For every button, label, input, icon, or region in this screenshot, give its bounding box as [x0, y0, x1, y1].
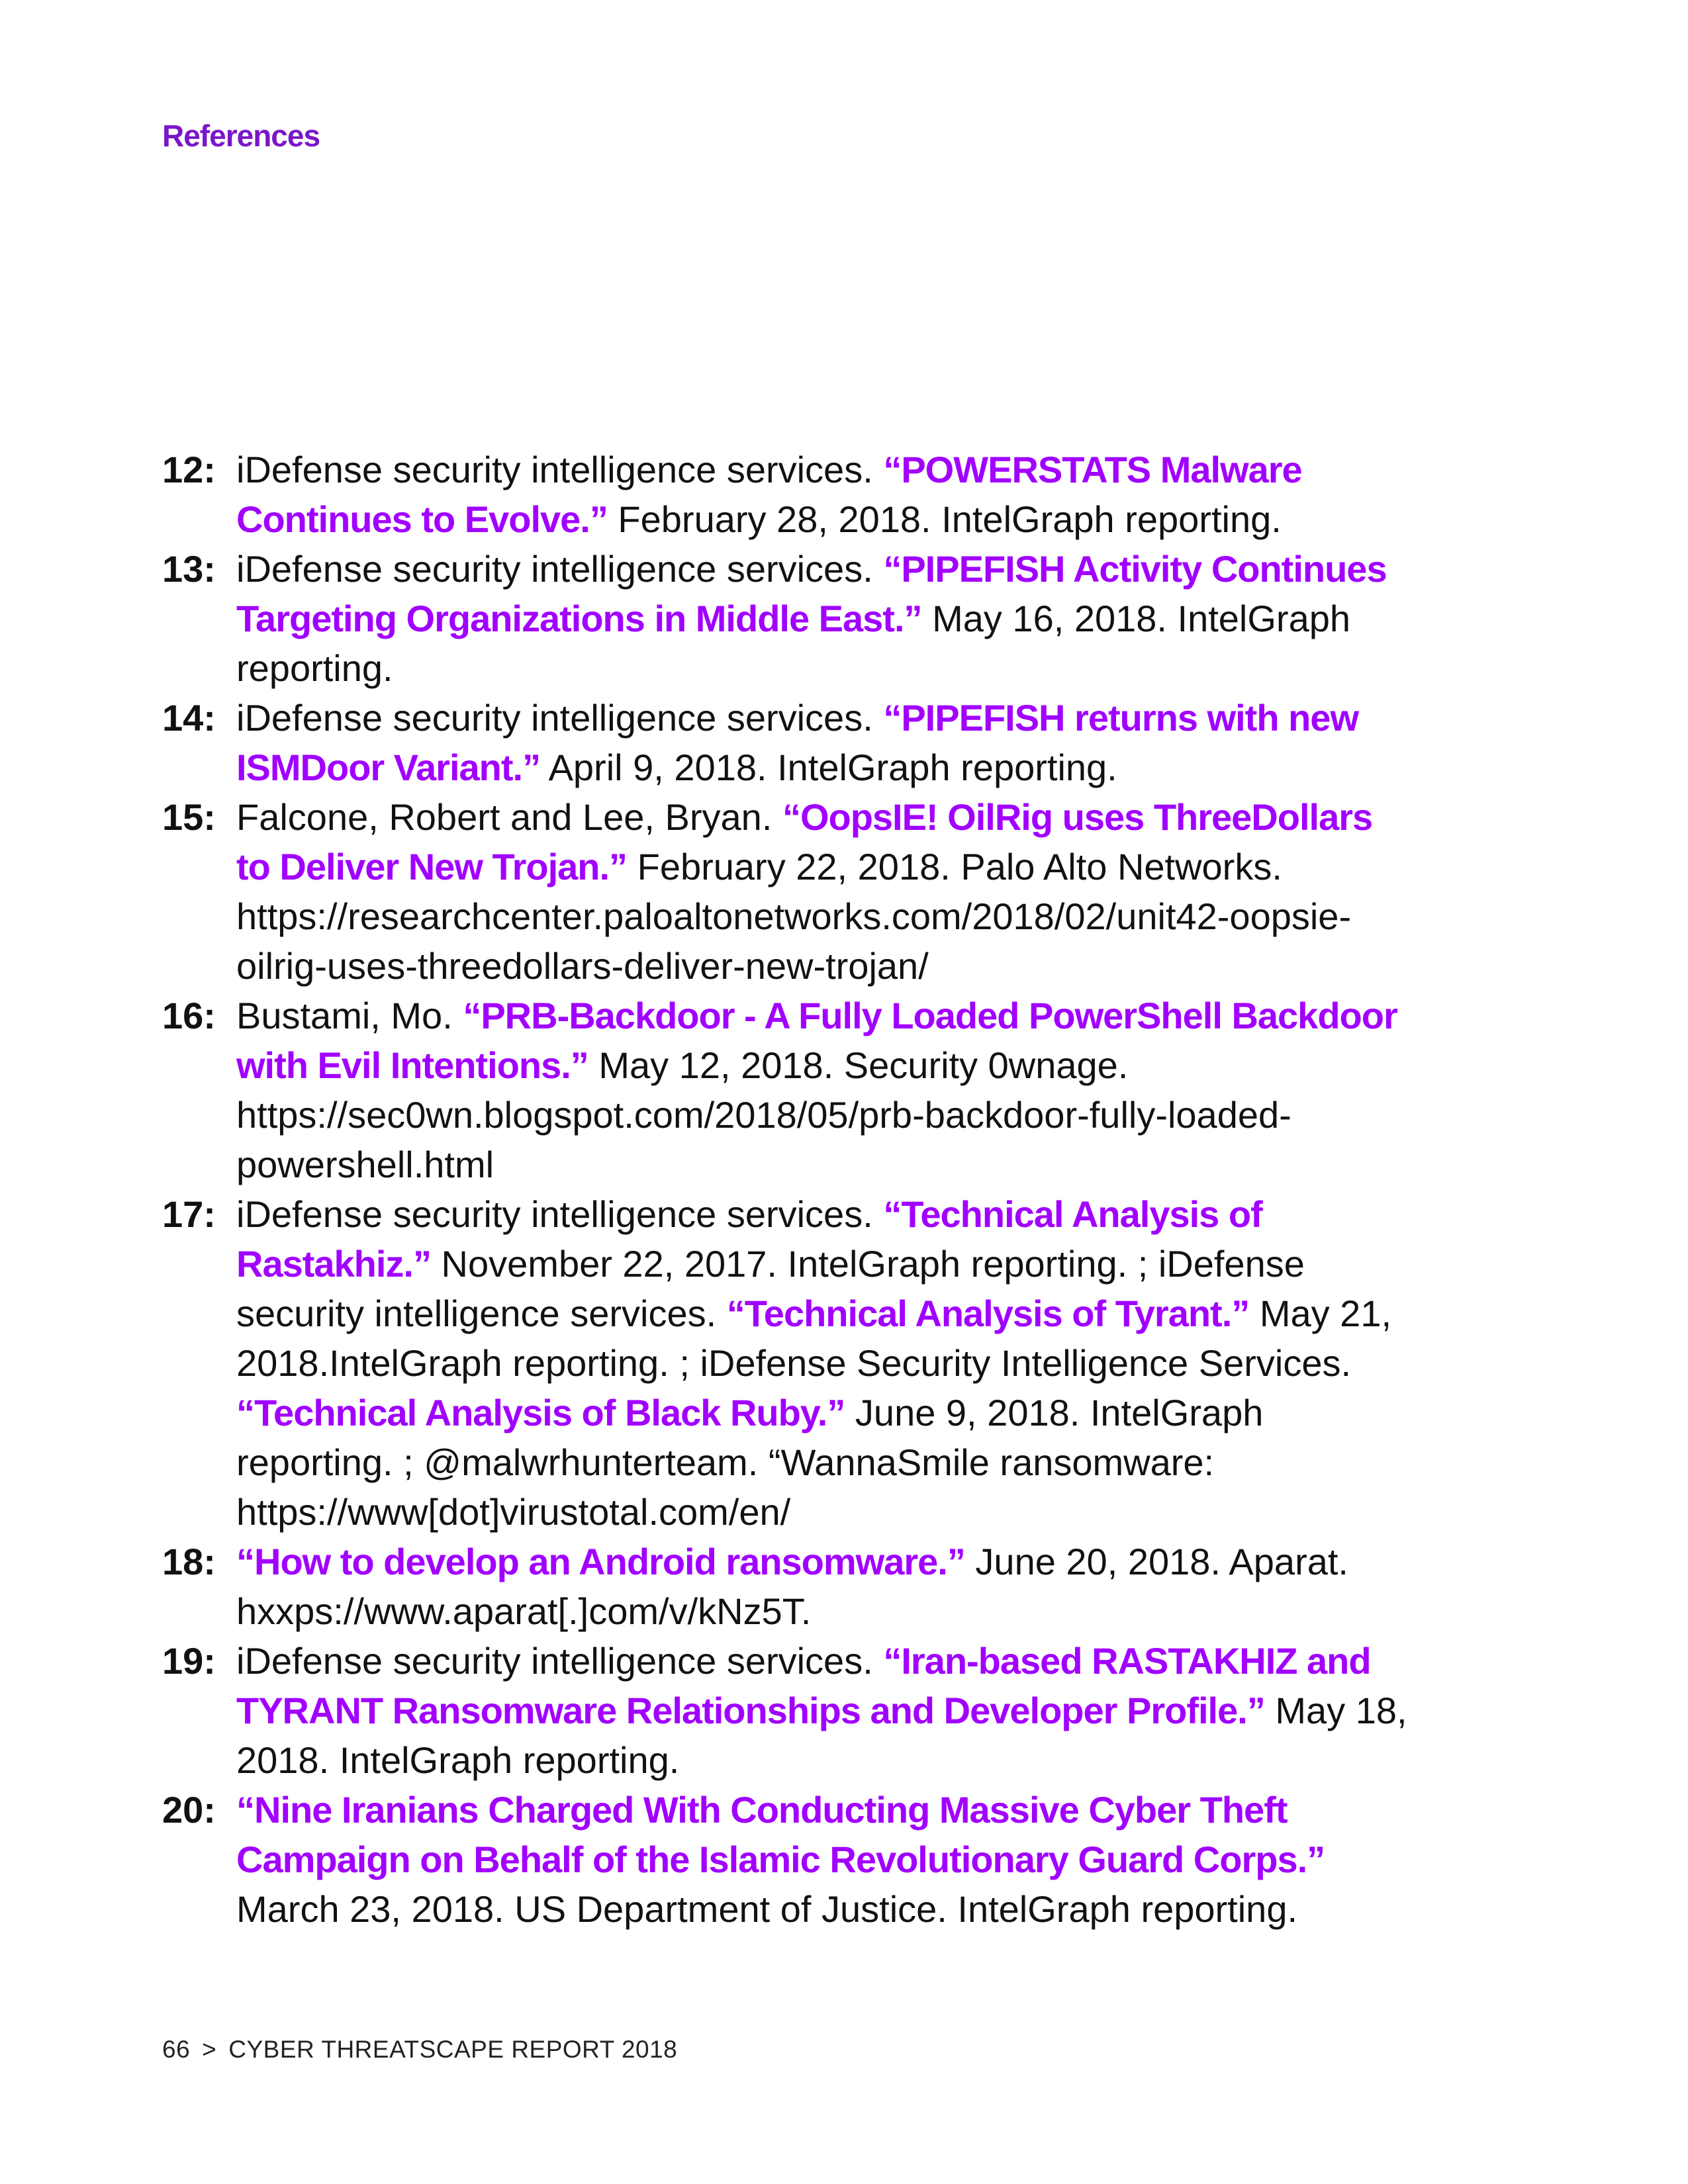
reference-title[interactable]: “Nine Iranians Charged With Conducting Massive Cyber Theft Campaign on Behalf of the Islamic Revolutionary Guard Corps.”	[236, 1789, 1325, 1880]
reference-number: 16:	[162, 995, 216, 1036]
reference-title[interactable]: “PIPEFISH returns with new ISMDoor Variant.”	[236, 697, 1358, 788]
reference-number: 14:	[162, 697, 216, 739]
reference-citation-text: November 22, 2017. IntelGraph reporting. ; iDefense security intelligence services.	[236, 1243, 1305, 1334]
reference-item	[162, 792, 1420, 991]
publication-title: CYBER THREATSCAPE REPORT 2018	[228, 2036, 678, 2063]
reference-text	[236, 693, 1415, 792]
reference-item	[162, 544, 1420, 693]
reference-citation-text: June 9, 2018. IntelGraph reporting. ; @malwrhunterteam. “WannaSmile ransomware: https://www[dot]virustotal.com/en/	[236, 1392, 1264, 1533]
reference-citation-text: Bustami, Mo.	[236, 995, 463, 1036]
reference-citation-text: iDefense security intelligence services.	[236, 449, 884, 490]
reference-item	[162, 1785, 1420, 1934]
reference-citation-text: iDefense security intelligence services.	[236, 548, 884, 590]
reference-item	[162, 991, 1420, 1189]
reference-citation-text: February 28, 2018. IntelGraph reporting.	[607, 498, 1282, 540]
reference-text	[236, 792, 1415, 991]
reference-text	[236, 991, 1415, 1189]
section-heading: References	[162, 118, 320, 153]
reference-list	[162, 445, 1420, 1934]
reference-item	[162, 445, 1420, 544]
reference-citation-text: March 23, 2018. US Department of Justice. IntelGraph reporting.	[236, 1888, 1298, 1930]
reference-title[interactable]: “Iran-based RASTAKHIZ and TYRANT Ransomware Relationships and Developer Profile.”	[236, 1640, 1371, 1731]
reference-number: 18:	[162, 1541, 216, 1582]
reference-item	[162, 1636, 1420, 1785]
reference-citation-text: May 21, 2018.IntelGraph reporting. ; iDefense Security Intelligence Services.	[236, 1293, 1392, 1384]
reference-title[interactable]: “OopsIE! OilRig uses ThreeDollars to Deliver New Trojan.”	[236, 796, 1373, 887]
reference-citation-text: April 9, 2018. IntelGraph reporting.	[540, 747, 1117, 788]
reference-text	[236, 1189, 1415, 1537]
reference-citation-text: May 16, 2018. IntelGraph reporting.	[236, 598, 1351, 689]
reference-citation-text: Falcone, Robert and Lee, Bryan.	[236, 796, 782, 838]
reference-number: 17:	[162, 1193, 216, 1235]
reference-title[interactable]: “Technical Analysis of Black Ruby.”	[236, 1392, 845, 1433]
reference-citation-text: iDefense security intelligence services.	[236, 697, 884, 739]
reference-text	[236, 544, 1415, 693]
footer-separator: >	[202, 2036, 217, 2063]
reference-item	[162, 1537, 1420, 1636]
reference-text	[236, 445, 1415, 544]
page-footer	[162, 2036, 677, 2064]
reference-citation-text: May 12, 2018. Security 0wnage. https://sec0wn.blogspot.com/2018/05/prb-backdoor-fully-loaded-powershell.html	[236, 1044, 1291, 1185]
reference-title[interactable]: “PRB-Backdoor - A Fully Loaded PowerShell Backdoor with Evil Intentions.”	[236, 995, 1397, 1086]
reference-item	[162, 1189, 1420, 1537]
reference-citation-text: February 22, 2018. Palo Alto Networks. https://researchcenter.paloaltonetworks.com/2018/02/unit42-oopsie-oilrig-uses-threedollars-deliver-new-trojan/	[236, 846, 1352, 987]
reference-text	[236, 1537, 1415, 1636]
reference-title[interactable]: “How to develop an Android ransomware.”	[236, 1541, 965, 1582]
reference-citation-text: iDefense security intelligence services.	[236, 1640, 884, 1682]
page-number: 66	[162, 2036, 191, 2063]
reference-title[interactable]: “Technical Analysis of Tyrant.”	[726, 1293, 1250, 1334]
reference-number: 12:	[162, 449, 216, 490]
reference-text	[236, 1785, 1415, 1934]
reference-title[interactable]: “POWERSTATS Malware Continues to Evolve.”	[236, 449, 1302, 540]
reference-number: 15:	[162, 796, 216, 838]
reference-title[interactable]: “PIPEFISH Activity Continues Targeting Organizations in Middle East.”	[236, 548, 1387, 639]
reference-title[interactable]: “Technical Analysis of Rastakhiz.”	[236, 1193, 1262, 1285]
reference-item	[162, 693, 1420, 792]
reference-text	[236, 1636, 1415, 1785]
reference-number: 19:	[162, 1640, 216, 1682]
reference-citation-text: May 18, 2018. IntelGraph reporting.	[236, 1690, 1407, 1781]
reference-citation-text: June 20, 2018. Aparat. hxxps://www.aparat[.]com/v/kNz5T.	[236, 1541, 1348, 1632]
reference-number: 13:	[162, 548, 216, 590]
reference-number: 20:	[162, 1789, 216, 1831]
reference-citation-text: iDefense security intelligence services.	[236, 1193, 884, 1235]
